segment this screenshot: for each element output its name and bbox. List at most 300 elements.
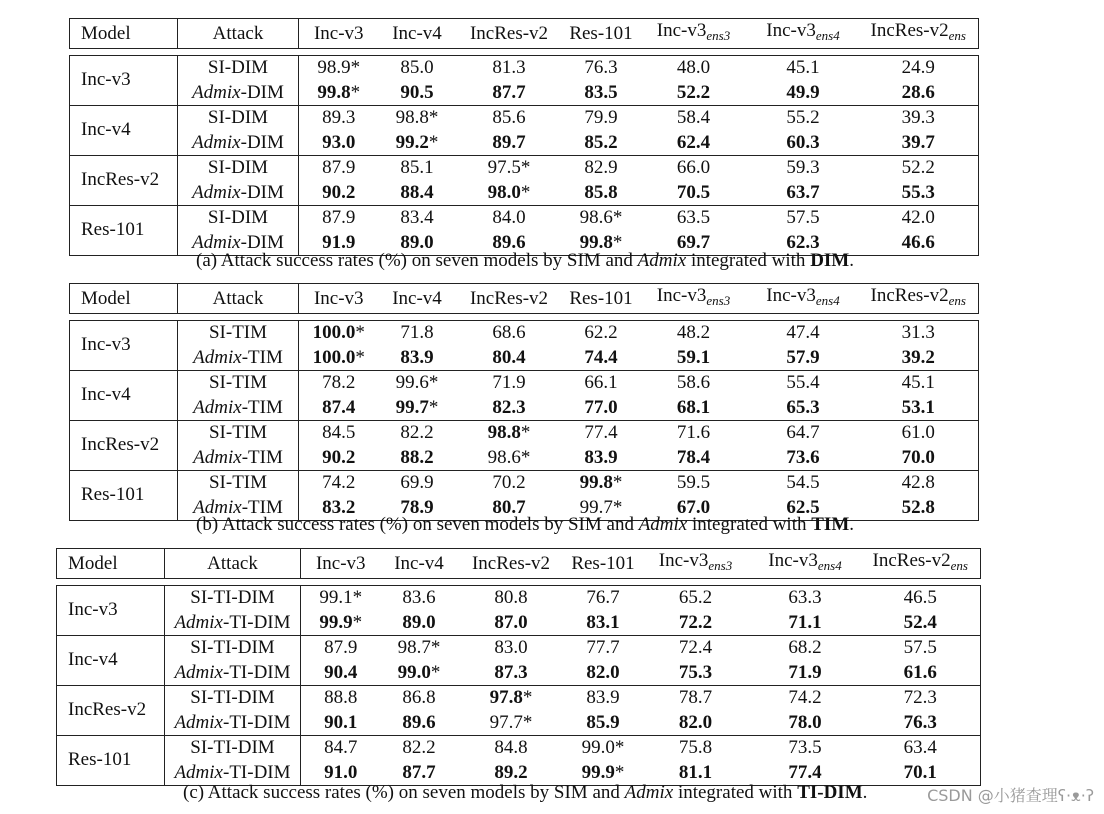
result-cell bbox=[565, 686, 642, 711]
result-value: 46.6 bbox=[901, 231, 935, 253]
attack-name bbox=[178, 131, 299, 156]
attack-name-text: SI-TI-DIM bbox=[190, 637, 275, 658]
result-cell bbox=[563, 321, 640, 346]
significance-mark: * bbox=[612, 207, 623, 228]
result-cell bbox=[750, 736, 861, 761]
result-cell bbox=[859, 56, 979, 81]
column-header-label: Inc-v4 bbox=[392, 22, 442, 44]
table-row bbox=[70, 421, 979, 446]
result-cell bbox=[642, 661, 750, 686]
result-value: 87.7 bbox=[492, 81, 526, 103]
result-value: 98.8 bbox=[395, 107, 429, 128]
caption-bold: DIM bbox=[810, 250, 850, 271]
column-header-label: IncRes-v2 bbox=[870, 20, 949, 41]
result-cell bbox=[379, 56, 456, 81]
table-row bbox=[70, 321, 979, 346]
attack-name-italic: Admix bbox=[174, 661, 223, 683]
result-cell bbox=[458, 711, 565, 736]
result-value: 59.1 bbox=[676, 346, 711, 368]
column-header bbox=[859, 19, 979, 49]
result-cell bbox=[859, 106, 979, 131]
attack-name-text: -TI-DIM bbox=[223, 711, 291, 733]
result-cell bbox=[565, 611, 642, 636]
attack-name bbox=[165, 661, 301, 686]
model-name: Inc-v3 bbox=[70, 56, 178, 106]
result-value: 98.8 bbox=[487, 422, 521, 443]
result-value: 90.4 bbox=[324, 661, 358, 683]
result-value: 75.8 bbox=[678, 737, 713, 758]
result-value: 71.9 bbox=[492, 372, 526, 393]
column-header-label: Inc-v3 bbox=[313, 22, 364, 44]
result-value: 71.9 bbox=[788, 661, 822, 683]
model-group bbox=[57, 636, 981, 686]
result-value: 62.3 bbox=[786, 231, 820, 253]
result-value: 99.8 bbox=[579, 231, 613, 253]
result-cell bbox=[299, 371, 379, 396]
result-value: 82.0 bbox=[678, 711, 713, 733]
result-cell bbox=[456, 446, 563, 471]
result-value: 87.9 bbox=[322, 207, 356, 228]
result-value: 87.3 bbox=[494, 661, 528, 683]
column-header-label: Inc-v3 bbox=[315, 552, 366, 574]
column-header-label: Res-101 bbox=[571, 552, 635, 574]
attack-name-text: SI-DIM bbox=[207, 207, 269, 228]
result-cell bbox=[301, 711, 381, 736]
result-value: 42.0 bbox=[901, 207, 935, 228]
result-value: 66.0 bbox=[676, 157, 711, 178]
attack-name-text: SI-TI-DIM bbox=[190, 737, 275, 758]
model-group bbox=[70, 421, 979, 471]
attack-name-text: -DIM bbox=[240, 231, 284, 253]
result-value: 53.1 bbox=[901, 396, 935, 418]
table-row bbox=[57, 586, 981, 611]
result-value: 93.0 bbox=[322, 131, 356, 153]
attack-name-text: -TI-DIM bbox=[223, 611, 291, 633]
attack-name bbox=[178, 81, 299, 106]
header-row bbox=[57, 549, 981, 579]
model-name: IncRes-v2 bbox=[57, 686, 165, 736]
result-cell bbox=[859, 446, 979, 471]
result-cell bbox=[859, 81, 979, 106]
result-cell bbox=[299, 321, 379, 346]
significance-mark: * bbox=[522, 711, 533, 733]
column-header bbox=[299, 284, 379, 314]
column-header bbox=[70, 284, 178, 314]
attack-name bbox=[178, 396, 299, 421]
result-cell bbox=[565, 736, 642, 761]
attack-name-text: SI-TIM bbox=[208, 322, 268, 343]
result-value: 98.9 bbox=[317, 57, 351, 78]
result-value: 71.6 bbox=[676, 422, 711, 443]
column-header-label: IncRes-v2 bbox=[870, 285, 949, 306]
result-value: 74.2 bbox=[788, 687, 822, 708]
result-cell bbox=[565, 586, 642, 611]
attack-name-italic: Admix bbox=[193, 396, 242, 418]
column-header-subscript: ens4 bbox=[817, 558, 842, 573]
result-value: 48.0 bbox=[676, 57, 711, 78]
attack-name-italic: Admix bbox=[192, 231, 241, 253]
result-cell bbox=[748, 181, 859, 206]
caption-a bbox=[196, 250, 854, 272]
attack-name-text: -DIM bbox=[240, 131, 284, 153]
significance-mark: * bbox=[430, 637, 441, 658]
result-value: 89.6 bbox=[402, 711, 436, 733]
result-value: 72.4 bbox=[678, 637, 713, 658]
table-b bbox=[69, 283, 979, 521]
result-value: 87.9 bbox=[324, 637, 358, 658]
result-cell bbox=[642, 611, 750, 636]
column-header bbox=[70, 19, 178, 49]
result-value: 84.5 bbox=[322, 422, 356, 443]
result-value: 99.6 bbox=[395, 372, 429, 393]
result-cell bbox=[750, 686, 861, 711]
result-value: 83.6 bbox=[402, 587, 436, 608]
table-header bbox=[70, 284, 979, 314]
result-value: 76.7 bbox=[586, 587, 620, 608]
table-row bbox=[57, 686, 981, 711]
result-value: 74.2 bbox=[322, 472, 356, 493]
result-cell bbox=[381, 686, 458, 711]
result-value: 99.1 bbox=[319, 587, 353, 608]
result-cell bbox=[642, 636, 750, 661]
table-row bbox=[70, 371, 979, 396]
result-value: 45.1 bbox=[786, 57, 820, 78]
result-cell bbox=[456, 206, 563, 231]
significance-mark: * bbox=[428, 372, 439, 393]
result-cell bbox=[640, 81, 748, 106]
result-value: 28.6 bbox=[901, 81, 935, 103]
result-value: 59.3 bbox=[786, 157, 820, 178]
table-row bbox=[70, 56, 979, 81]
result-value: 85.0 bbox=[400, 57, 434, 78]
model-group bbox=[70, 471, 979, 521]
result-value: 77.4 bbox=[584, 422, 618, 443]
result-value: 98.6 bbox=[579, 207, 613, 228]
result-value: 63.7 bbox=[786, 181, 820, 203]
caption-middle: integrated with bbox=[687, 514, 812, 535]
result-value: 80.7 bbox=[492, 496, 526, 518]
result-cell bbox=[458, 736, 565, 761]
result-cell bbox=[563, 471, 640, 496]
result-value: 73.5 bbox=[788, 737, 822, 758]
result-cell bbox=[640, 371, 748, 396]
result-value: 80.8 bbox=[494, 587, 528, 608]
result-cell bbox=[859, 321, 979, 346]
attack-name bbox=[165, 586, 301, 611]
caption-middle: integrated with bbox=[673, 782, 798, 803]
result-cell bbox=[379, 131, 456, 156]
result-value: 87.7 bbox=[402, 761, 436, 783]
result-value: 70.0 bbox=[901, 446, 935, 468]
significance-mark: * bbox=[614, 737, 625, 758]
column-header bbox=[178, 284, 299, 314]
result-value: 83.0 bbox=[494, 637, 528, 658]
result-cell bbox=[379, 471, 456, 496]
significance-mark: * bbox=[428, 107, 439, 128]
result-value: 97.7 bbox=[489, 711, 523, 733]
result-cell bbox=[859, 471, 979, 496]
table-a bbox=[69, 18, 979, 256]
result-value: 100.0 bbox=[312, 346, 356, 368]
attack-name-italic: Admix bbox=[193, 446, 242, 468]
table-row bbox=[57, 611, 981, 636]
attack-name-text: -TI-DIM bbox=[223, 761, 291, 783]
result-cell bbox=[640, 321, 748, 346]
column-header bbox=[165, 549, 301, 579]
attack-name bbox=[178, 156, 299, 181]
result-value: 97.8 bbox=[489, 687, 523, 708]
table-c bbox=[56, 548, 981, 786]
significance-mark: * bbox=[428, 131, 439, 153]
result-value: 39.7 bbox=[901, 131, 935, 153]
result-cell bbox=[379, 346, 456, 371]
table-row bbox=[70, 471, 979, 496]
column-header-subscript: ens3 bbox=[708, 558, 733, 573]
column-header-label: Model bbox=[68, 552, 118, 574]
result-value: 89.2 bbox=[494, 761, 528, 783]
result-value: 99.7 bbox=[579, 496, 613, 518]
result-value: 82.2 bbox=[402, 737, 436, 758]
attack-name-text: SI-TIM bbox=[208, 372, 268, 393]
result-value: 69.9 bbox=[400, 472, 434, 493]
result-cell bbox=[381, 661, 458, 686]
result-value: 89.7 bbox=[492, 131, 526, 153]
result-value: 78.7 bbox=[678, 687, 713, 708]
significance-mark: * bbox=[355, 346, 365, 368]
result-value: 62.5 bbox=[786, 496, 820, 518]
result-cell bbox=[381, 636, 458, 661]
result-cell bbox=[379, 396, 456, 421]
result-cell bbox=[748, 106, 859, 131]
caption-prefix: (a) Attack success rates (%) on seven models by SIM and bbox=[196, 250, 638, 271]
result-value: 70.2 bbox=[492, 472, 526, 493]
result-value: 78.9 bbox=[400, 496, 434, 518]
result-cell bbox=[750, 711, 861, 736]
attack-name-text: -TIM bbox=[241, 346, 283, 368]
attack-name-text: SI-DIM bbox=[207, 57, 269, 78]
result-value: 72.3 bbox=[903, 687, 937, 708]
attack-name-italic: Admix bbox=[193, 346, 242, 368]
result-cell bbox=[456, 106, 563, 131]
result-value: 86.8 bbox=[402, 687, 436, 708]
significance-mark: * bbox=[428, 396, 439, 418]
column-header bbox=[456, 284, 563, 314]
model-group bbox=[70, 156, 979, 206]
column-header-label: Model bbox=[81, 22, 131, 44]
result-cell bbox=[563, 81, 640, 106]
results-table bbox=[69, 18, 979, 256]
column-header-label: IncRes-v2 bbox=[872, 550, 951, 571]
result-cell bbox=[640, 471, 748, 496]
caption-c bbox=[183, 782, 867, 804]
result-value: 99.8 bbox=[579, 472, 613, 493]
result-value: 77.0 bbox=[584, 396, 618, 418]
caption-suffix: . bbox=[849, 250, 854, 271]
result-value: 52.8 bbox=[901, 496, 935, 518]
column-header-subscript: ens3 bbox=[706, 293, 731, 308]
result-value: 82.3 bbox=[492, 396, 526, 418]
attack-name bbox=[178, 56, 299, 81]
model-group bbox=[57, 586, 981, 636]
result-cell bbox=[299, 346, 379, 371]
result-value: 52.2 bbox=[901, 157, 935, 178]
result-value: 83.4 bbox=[400, 207, 434, 228]
result-value: 99.0 bbox=[397, 661, 431, 683]
result-cell bbox=[563, 446, 640, 471]
result-value: 76.3 bbox=[584, 57, 618, 78]
column-header bbox=[642, 549, 750, 579]
attack-name bbox=[165, 686, 301, 711]
attack-name-text: SI-DIM bbox=[207, 157, 269, 178]
attack-name bbox=[178, 371, 299, 396]
table-row bbox=[70, 396, 979, 421]
result-cell bbox=[301, 736, 381, 761]
result-cell bbox=[859, 421, 979, 446]
result-value: 47.4 bbox=[786, 322, 820, 343]
result-cell bbox=[379, 181, 456, 206]
result-cell bbox=[640, 156, 748, 181]
result-value: 89.0 bbox=[400, 231, 434, 253]
result-cell bbox=[456, 346, 563, 371]
attack-name-text: SI-TIM bbox=[208, 422, 268, 443]
result-value: 76.3 bbox=[903, 711, 937, 733]
result-cell bbox=[563, 156, 640, 181]
result-value: 73.6 bbox=[786, 446, 820, 468]
result-cell bbox=[301, 686, 381, 711]
result-cell bbox=[859, 206, 979, 231]
result-value: 68.6 bbox=[492, 322, 526, 343]
table-row bbox=[70, 106, 979, 131]
column-header-label: Inc-v4 bbox=[394, 552, 444, 574]
result-cell bbox=[381, 586, 458, 611]
column-header-label: Attack bbox=[212, 22, 264, 44]
caption-b bbox=[196, 514, 854, 536]
attack-name-text: SI-TI-DIM bbox=[190, 687, 275, 708]
result-value: 97.5 bbox=[487, 157, 521, 178]
result-cell bbox=[301, 661, 381, 686]
table-row bbox=[70, 206, 979, 231]
result-value: 55.4 bbox=[786, 372, 820, 393]
significance-mark: * bbox=[520, 181, 531, 203]
result-value: 83.2 bbox=[322, 496, 356, 518]
result-value: 85.6 bbox=[492, 107, 526, 128]
attack-name-italic: Admix bbox=[192, 131, 241, 153]
result-value: 57.5 bbox=[786, 207, 820, 228]
result-value: 71.8 bbox=[400, 322, 434, 343]
model-group bbox=[70, 56, 979, 106]
column-header bbox=[178, 19, 299, 49]
model-name: IncRes-v2 bbox=[70, 421, 178, 471]
result-cell bbox=[748, 396, 859, 421]
result-cell bbox=[859, 131, 979, 156]
result-cell bbox=[861, 686, 981, 711]
attack-name-italic: Admix bbox=[192, 181, 241, 203]
model-name: Inc-v3 bbox=[70, 321, 178, 371]
result-value: 98.0 bbox=[487, 181, 521, 203]
result-value: 24.9 bbox=[901, 57, 935, 78]
caption-italic: Admix bbox=[638, 514, 688, 535]
column-header-label: Inc-v3 bbox=[766, 285, 816, 306]
attack-name-text: SI-DIM bbox=[207, 107, 269, 128]
result-cell bbox=[458, 586, 565, 611]
result-cell bbox=[379, 371, 456, 396]
result-value: 70.5 bbox=[676, 181, 711, 203]
table-header bbox=[57, 549, 981, 579]
result-value: 69.7 bbox=[676, 231, 711, 253]
significance-mark: * bbox=[350, 57, 361, 78]
result-cell bbox=[640, 421, 748, 446]
table-row bbox=[70, 131, 979, 156]
result-cell bbox=[563, 206, 640, 231]
column-header bbox=[640, 284, 748, 314]
significance-mark: * bbox=[520, 446, 531, 468]
attack-name-text: -DIM bbox=[240, 181, 284, 203]
model-name: Inc-v4 bbox=[70, 106, 178, 156]
result-cell bbox=[379, 206, 456, 231]
column-header-label: Inc-v3 bbox=[766, 20, 816, 41]
result-value: 84.8 bbox=[494, 737, 528, 758]
result-value: 55.2 bbox=[786, 107, 820, 128]
result-cell bbox=[640, 106, 748, 131]
model-name: Inc-v3 bbox=[57, 586, 165, 636]
result-cell bbox=[299, 446, 379, 471]
results-table bbox=[56, 548, 981, 786]
result-cell bbox=[563, 346, 640, 371]
result-value: 39.2 bbox=[901, 346, 935, 368]
result-value: 89.6 bbox=[492, 231, 526, 253]
result-cell bbox=[750, 636, 861, 661]
result-cell bbox=[748, 206, 859, 231]
result-cell bbox=[748, 156, 859, 181]
result-value: 100.0 bbox=[312, 322, 356, 343]
result-value: 80.4 bbox=[492, 346, 526, 368]
result-value: 61.6 bbox=[903, 661, 937, 683]
model-name: Res-101 bbox=[70, 206, 178, 256]
result-cell bbox=[861, 761, 981, 786]
result-cell bbox=[456, 471, 563, 496]
result-value: 58.6 bbox=[676, 372, 711, 393]
result-value: 90.2 bbox=[322, 446, 356, 468]
model-group bbox=[70, 206, 979, 256]
column-header bbox=[458, 549, 565, 579]
caption-italic: Admix bbox=[624, 782, 674, 803]
result-cell bbox=[563, 396, 640, 421]
result-cell bbox=[859, 181, 979, 206]
result-value: 87.0 bbox=[494, 611, 528, 633]
significance-mark: * bbox=[520, 157, 531, 178]
column-header-label: Res-101 bbox=[569, 22, 633, 44]
result-cell bbox=[640, 346, 748, 371]
result-value: 57.9 bbox=[786, 346, 820, 368]
column-header bbox=[379, 284, 456, 314]
column-header-subscript: ens4 bbox=[815, 293, 840, 308]
column-header bbox=[57, 549, 165, 579]
attack-name-italic: Admix bbox=[174, 611, 223, 633]
result-cell bbox=[861, 636, 981, 661]
column-header bbox=[750, 549, 861, 579]
header-row bbox=[70, 284, 979, 314]
caption-suffix: . bbox=[849, 514, 854, 535]
result-cell bbox=[859, 346, 979, 371]
result-cell bbox=[861, 611, 981, 636]
result-cell bbox=[642, 711, 750, 736]
result-value: 88.4 bbox=[400, 181, 434, 203]
column-header-subscript: ens4 bbox=[815, 28, 840, 43]
result-cell bbox=[456, 156, 563, 181]
result-cell bbox=[563, 371, 640, 396]
result-cell bbox=[458, 636, 565, 661]
result-cell bbox=[750, 586, 861, 611]
